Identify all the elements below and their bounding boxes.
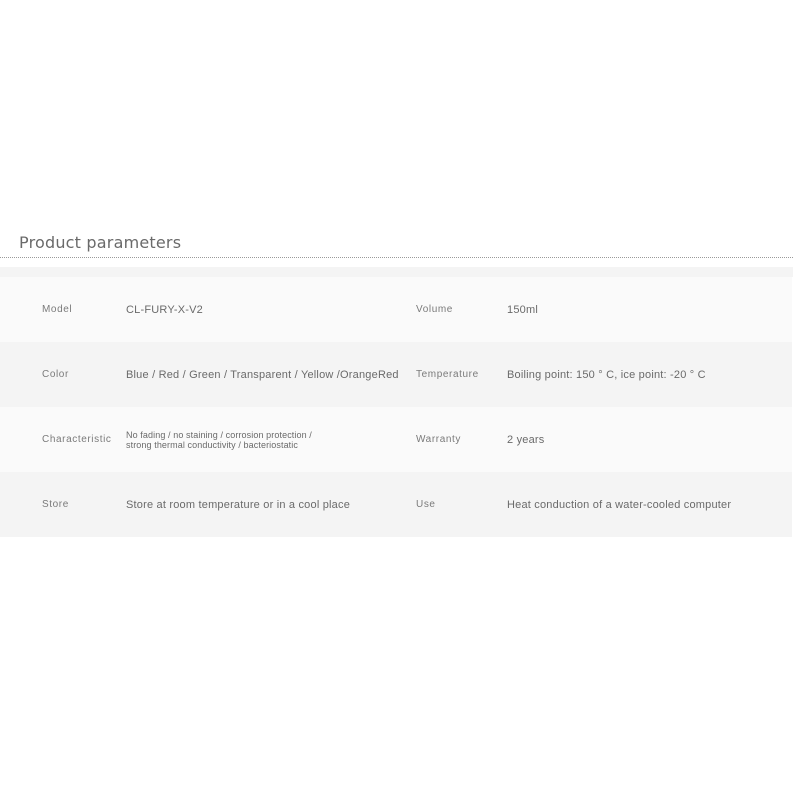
section-title: Product parameters bbox=[19, 233, 182, 252]
param-label-model: Model bbox=[42, 304, 73, 315]
param-value-store: Store at room temperature or in a cool place bbox=[126, 498, 351, 511]
param-value-volume: 150ml bbox=[507, 303, 538, 316]
title-divider bbox=[0, 257, 793, 258]
table-row-characteristic bbox=[0, 407, 792, 472]
param-label-warranty: Warranty bbox=[416, 434, 461, 445]
param-value-model: CL-FURY-X-V2 bbox=[126, 303, 203, 316]
param-label-volume: Volume bbox=[416, 304, 453, 315]
table-row-store bbox=[0, 472, 792, 537]
param-label-color: Color bbox=[42, 369, 69, 380]
param-value-characteristic bbox=[126, 407, 312, 472]
table-row-color bbox=[0, 342, 792, 407]
param-label-characteristic: Characteristic bbox=[42, 434, 112, 445]
table-row-model bbox=[0, 277, 792, 342]
param-value-use: Heat conduction of a water-cooled computer bbox=[507, 498, 732, 511]
param-label-use: Use bbox=[416, 499, 436, 510]
parameters-table bbox=[0, 277, 792, 537]
param-value-characteristic-line2: strong thermal conductivity / bacteriostatic bbox=[126, 439, 298, 450]
param-label-store: Store bbox=[42, 499, 69, 510]
param-value-characteristic-line1: No fading / no staining / corrosion protection / bbox=[126, 429, 312, 440]
param-label-temperature: Temperature bbox=[416, 369, 479, 380]
table-top-band bbox=[0, 267, 793, 277]
param-value-temperature: Boiling point: 150 ° C, ice point: -20 ° C bbox=[507, 368, 706, 381]
param-value-color: Blue / Red / Green / Transparent / Yellow /OrangeRed bbox=[126, 368, 399, 381]
param-value-warranty: 2 years bbox=[507, 433, 545, 446]
